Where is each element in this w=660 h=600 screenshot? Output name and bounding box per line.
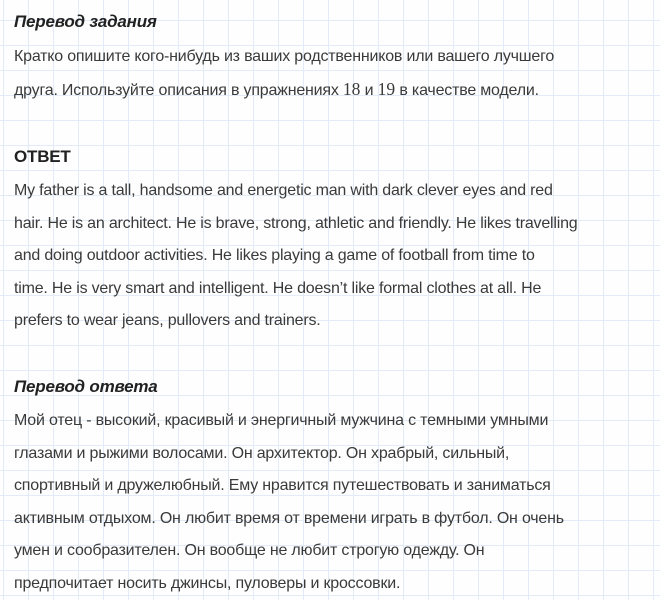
section-answer-translation xyxy=(14,371,646,600)
text-line: Кратко опишите кого-нибудь из ваших родственников или вашего лучшего xyxy=(14,47,555,65)
text-line: друга. Используйте описания в упражнениях 18 и 19 в качестве модели. xyxy=(14,79,539,99)
answer-translation-heading: Перевод ответа xyxy=(14,376,158,396)
text-line: time. He is very smart and intelligent. He doesn’t like formal clothes at all. He xyxy=(14,279,542,297)
task-translation-paragraph xyxy=(14,41,646,108)
section-task-translation xyxy=(14,6,646,108)
text-line: спортивный и дружелюбный. Ему нравится путешествовать и заниматься xyxy=(14,477,551,494)
answer-paragraph xyxy=(14,175,646,338)
section-answer xyxy=(14,141,646,338)
text-line: предпочитает носить джинсы, пуловеры и кроссовки. xyxy=(14,574,401,592)
text-line: and doing outdoor activities. He likes playing a game of football from time to xyxy=(14,247,535,264)
text-line: My father is a tall, handsome and energetic man with dark clever eyes and red xyxy=(14,182,553,199)
text-line: активным отдыхом. Он любит время от времени играть в футбол. Он очень xyxy=(14,509,564,527)
answer-translation-paragraph xyxy=(14,405,646,600)
text-line: глазами и рыжими волосами. Он архитектор. Он храбрый, сильный, xyxy=(14,444,510,462)
text-line: умен и сообразителен. Он вообще не любит строгую одежду. Он xyxy=(14,542,485,559)
text-line: Мой отец - высокий, красивый и энергичный мужчина с темными умными xyxy=(14,412,549,429)
task-translation-heading: Перевод задания xyxy=(14,12,157,31)
text-line: prefers to wear jeans, pullovers and trainers. xyxy=(14,312,321,329)
text-line: hair. He is an architect. He is brave, strong, athletic and friendly. He likes travelling xyxy=(14,214,578,232)
answer-heading: ОТВЕТ xyxy=(14,146,71,166)
